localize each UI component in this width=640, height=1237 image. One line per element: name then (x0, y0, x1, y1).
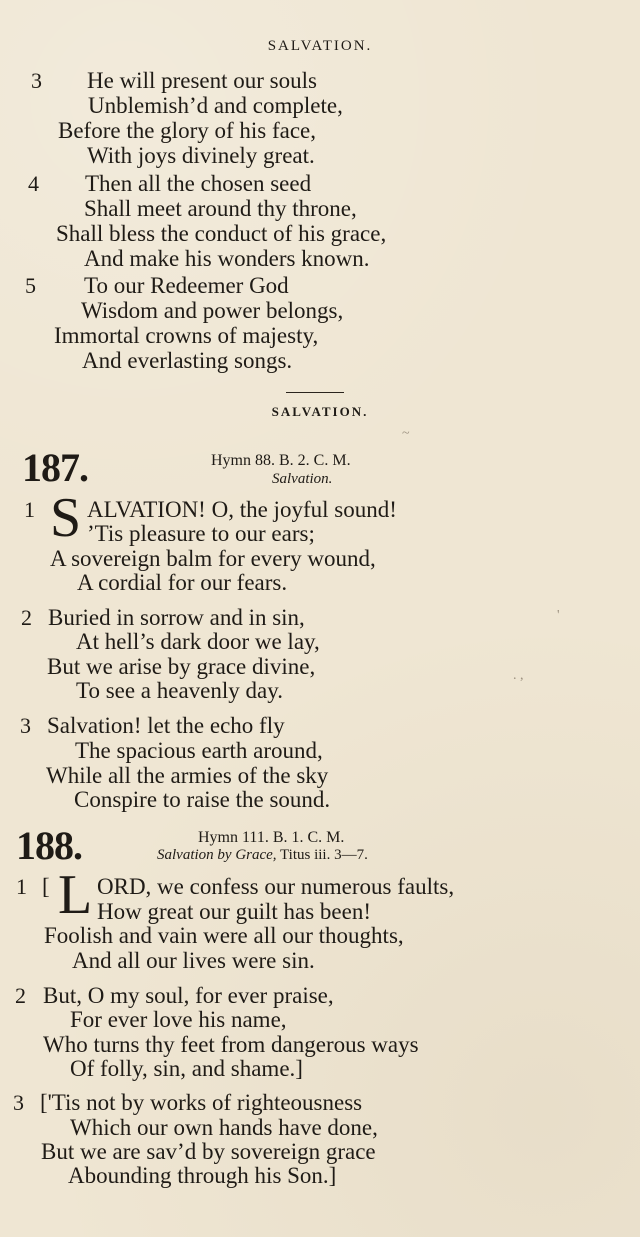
verse-line: But, O my soul, for ever praise, (43, 983, 334, 1008)
running-head-text: SALVATION. (267, 38, 373, 54)
verse-line: Foolish and vain were all our thoughts, (44, 923, 404, 948)
running-head (0, 38, 640, 55)
verse-line: Shall meet around thy throne, (84, 196, 357, 221)
verse-line: At hell’s dark door we lay, (76, 629, 320, 654)
verse-line: ’Tis pleasure to our ears; (87, 521, 315, 546)
stanza-number: 4 (28, 171, 39, 196)
verse-line: He will present our souls (87, 68, 317, 93)
hymn-subtitle-title: Salvation by Grace, (157, 847, 277, 863)
drop-cap: S (50, 487, 82, 549)
verse-line: But we arise by grace divine, (47, 654, 316, 679)
verse-line: Conspire to raise the sound. (74, 787, 331, 812)
stanza-number: 2 (15, 983, 26, 1008)
verse-line: A sovereign balm for every wound, (50, 546, 376, 571)
hymn-source: Hymn 88. B. 2. C. M. (211, 452, 351, 469)
print-mark: . , (513, 668, 524, 683)
verse-line: ALVATION! O, the joyful sound! (87, 497, 397, 522)
hymn-subtitle (157, 847, 368, 864)
stanza-number: 3 (13, 1090, 24, 1115)
stanza-number: 3 (31, 68, 42, 93)
section-divider (286, 392, 344, 393)
stanza-number: 1 (24, 497, 35, 522)
hymn-subtitle: Salvation. (272, 471, 333, 487)
print-mark: ~ (402, 426, 410, 441)
stanza-number: 1 (16, 874, 27, 899)
verse-line: With joys divinely great. (87, 143, 315, 168)
verse-line: Buried in sorrow and in sin, (48, 605, 305, 630)
verse-line: And all our lives were sin. (72, 948, 315, 973)
verse-line: But we are sav’d by sovereign grace (41, 1139, 376, 1164)
verse-line: A cordial for our fears. (77, 570, 288, 595)
verse-line: To see a heavenly day. (76, 678, 283, 703)
verse-line: For ever love his name, (70, 1007, 287, 1032)
verse-line: Abounding through his Son.] (68, 1163, 337, 1188)
verse-line: Immortal crowns of majesty, (54, 323, 319, 348)
stanza-number: 2 (21, 605, 32, 630)
hymn-subtitle-reference: Titus iii. 3—7. (276, 847, 368, 863)
stanza-number: 3 (20, 713, 31, 738)
verse-line: Before the glory of his face, (58, 118, 317, 143)
verse-line: How great our guilt has been! (97, 899, 372, 924)
verse-line: To our Redeemer God (84, 273, 289, 298)
verse-line: Salvation! let the echo fly (47, 713, 285, 738)
hymn-number: 188. (16, 823, 82, 868)
verse-line: Then all the chosen seed (85, 171, 312, 196)
verse-line: Unblemish’d and complete, (88, 93, 343, 118)
verse-line: Who turns thy feet from dangerous ways (43, 1032, 419, 1057)
verse-line: The spacious earth around, (75, 738, 323, 763)
drop-cap: L (58, 864, 93, 926)
stanza-number: 5 (25, 273, 36, 298)
section-title: SALVATION. (271, 404, 369, 419)
verse-line: And everlasting songs. (82, 348, 293, 373)
opening-bracket: [ (42, 874, 50, 899)
hymn-source: Hymn 111. B. 1. C. M. (198, 829, 345, 846)
verse-line: And make his wonders known. (84, 246, 370, 271)
verse-line: ORD, we confess our numerous faults, (97, 874, 455, 899)
verse-line: While all the armies of the sky (46, 763, 329, 788)
print-mark: ' (557, 608, 560, 623)
verse-line: Shall bless the conduct of his grace, (56, 221, 387, 246)
verse-line: Wisdom and power belongs, (81, 298, 344, 323)
hymn-number: 187. (22, 445, 88, 490)
verse-line: Of folly, sin, and shame.] (70, 1056, 303, 1081)
verse-line: ['Tis not by works of righteousness (40, 1090, 363, 1115)
verse-line: Which our own hands have done, (70, 1115, 378, 1140)
